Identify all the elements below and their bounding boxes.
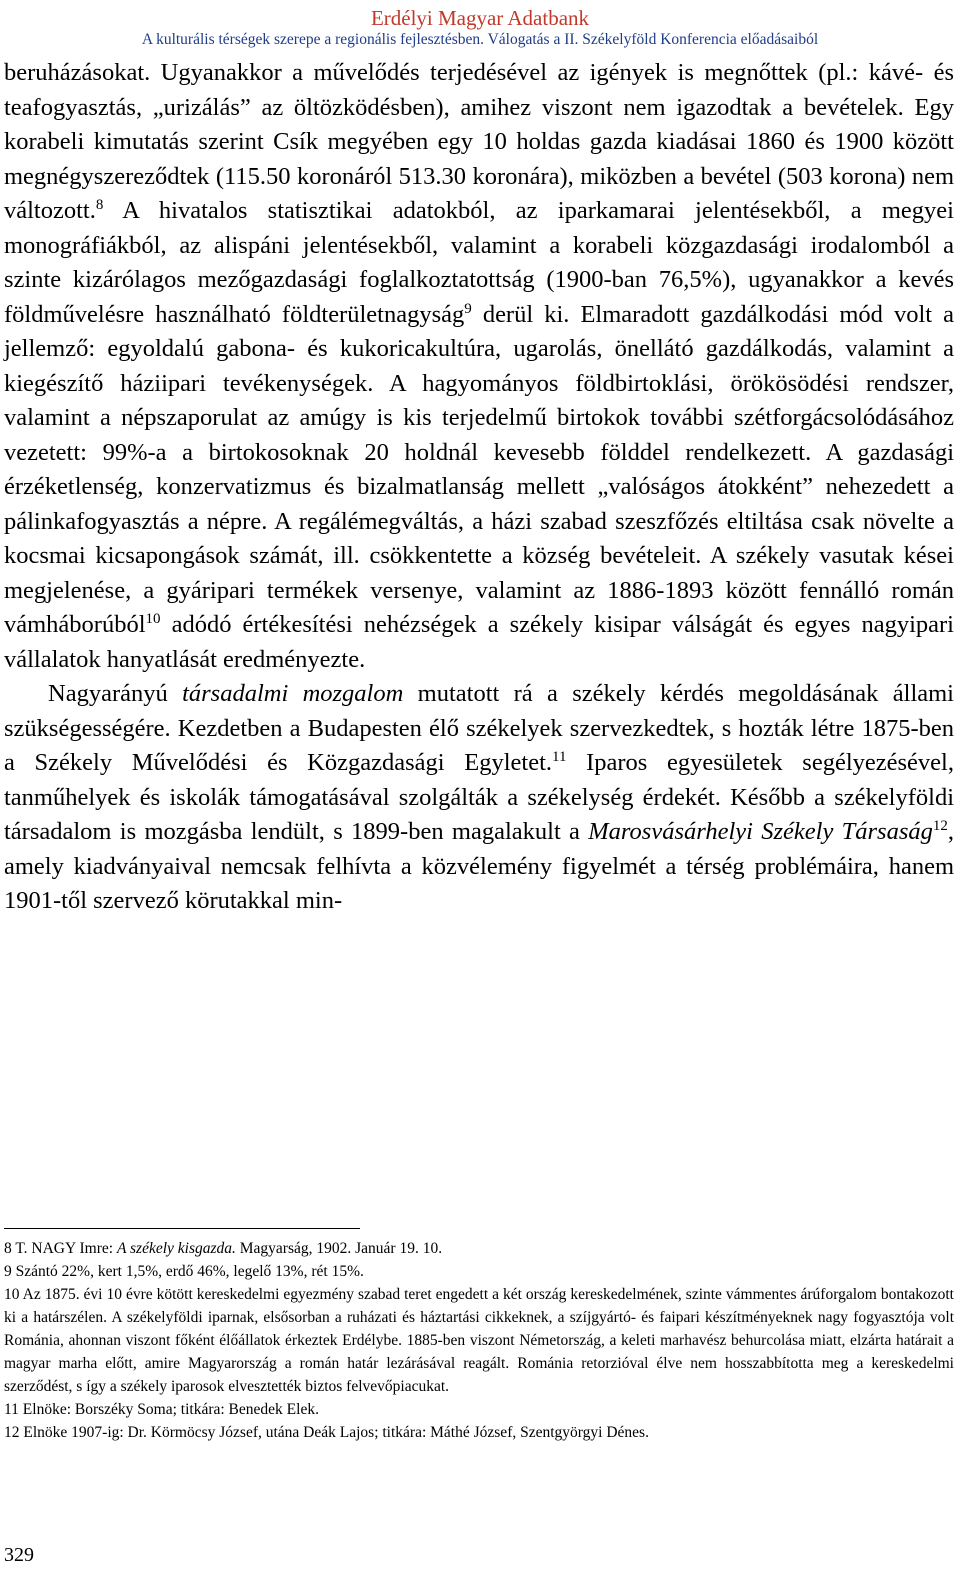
paragraph-2-text-b: mutatott rá a székely kérdés megoldásának állami szükségességére. Kezdetben a Budapesten élő székelyek szervezkedtek, s hozták létre 1875-ben a Székely Művelődési és Közgazdasági Egyletet. (4, 680, 954, 776)
footnote-ref-12: 12 (932, 818, 948, 834)
main-text (4, 56, 954, 919)
footnote-8-title: A székely kisgazda. (116, 1240, 236, 1257)
paragraph-1-text-a: beruházásokat. Ugyanakkor a művelődés terjedésével az igények is megnőttek (pl.: kávé- és teafogyasztás, „urizálás” az öltözködésben), amihez viszont nem igazodtak a bevételek. Egy korabeli kimutatás szerint Csík megyében egy 10 holdas gazda kiadásai 1860 és 1900 között megnégyszereződtek (115.50 koronáról 513.30 koronára), miközben a bevétel (503 korona) nem változott. (4, 59, 954, 224)
paragraph-1-text-b: A hivatalos statisztikai adatokból, az iparkamarai jelentésekből, a megyei monográfiákból, az alispáni jelentésekből, valamint a korabeli közgazdasági irodalomból a szinte kizárólagos mezőgazdasági foglalkoztatottság (1900-ban 76,5%), ugyanakkor a kevés földművelésre használható földterületnagyság (4, 197, 954, 328)
site-title: Erdélyi Magyar Adatbank (370, 6, 590, 30)
paragraph-2-text-c: Iparos egyesületek segélyezésével, tanműhelyek és iskolák támogatásával szolgálták a székelység érdekét. Később a székelyföldi társadalom is mozgásba lendült, s 1899-ben magalakult a (4, 749, 954, 845)
footnote-8-text-b: Magyarság, 1902. Január 19. 10. (235, 1240, 443, 1257)
emphasis-society-name: Marosvásárhelyi Székely Társaság (588, 818, 933, 845)
paragraph-2 (4, 677, 954, 919)
footnote-divider (4, 1228, 360, 1229)
footnote-8-text-a: 8 T. NAGY Imre: (4, 1240, 117, 1257)
footnote-ref-10: 10 (145, 611, 161, 627)
footnotes (4, 1237, 954, 1444)
footnote-ref-11: 11 (552, 749, 567, 765)
page-header (0, 0, 960, 49)
paragraph-2-text-a: Nagyarányú (48, 680, 183, 707)
paragraph-1-text-c: derül ki. Elmaradott gazdálkodási mód volt a jellemző: egyoldalú gabona- és kukoricakultúra, ugarolás, önellátó gazdálkodás, valamint a kiegészítő háziipari tevékenységek. A hagyományos földbirtoklási, örökösödési rendszer, valamint a népszaporulat az amúgy is kis terjedelmű birtokok további szétforgácsolódásához vezetett: 99%-a a birtokosoknak 20 holdnál kevesebb földdel rendelkezett. A gazdasági érzéketlenség, konzervatizmus és bizalmatlanság mellett „valóságos átokként” nehezedett a pálinkafogyasztás a népre. A regálémegváltás, a házi szabad szeszfőzés eltiltása csak növelte a kocsmai kicsapongások számát, ill. csökkentette a község bevételeit. A székely vasutak kései megjelenése, a gyáripari termékek versenye, valamint az 1886-1893 között fennálló román vámháborúból (4, 300, 954, 638)
footnote-8 (4, 1237, 954, 1260)
paragraph-1-text-d: adódó értékesítési nehézségek a székely kisipar válságát és egyes nagyipari vállalatok hanyatlását eredményezte. (4, 611, 954, 673)
footnote-11: 11 Elnöke: Borszéky Soma; titkára: Benedek Elek. (4, 1401, 319, 1418)
publication-subtitle: A kulturális térségek szerepe a regionális fejlesztésben. Válogatás a II. Székelyföld Konferencia előadásaiból (141, 31, 819, 48)
footnote-ref-8: 8 (95, 197, 104, 213)
paragraph-1 (4, 56, 954, 677)
page-number: 329 (4, 1544, 34, 1566)
footnote-9: 9 Szántó 22%, kert 1,5%, erdő 46%, legelő 13%, rét 15%. (4, 1263, 364, 1280)
footnote-12: 12 Elnöke 1907-ig: Dr. Körmöcsy József, utána Deák Lajos; titkára: Máthé József, Szentgyörgyi Dénes. (4, 1424, 649, 1441)
footnote-ref-9: 9 (464, 300, 472, 317)
footnote-10: 10 Az 1875. évi 10 évre kötött kereskedelmi egyezmény szabad teret engedett a két ország kereskedelmének, szinte vámmentes árúforgalom bontakozott ki a határszélen. A székelyföldi iparnak, elsősorban a ruházati és háztartási cikkeknek, a szíjgyártó- és faipari készítményeknek nagy fogyasztója volt Románia, ahonnan viszont főként élőállatok érkeztek Erdélybe. 1885-ben viszont Németország, a keleti marhavész behurcolása miatt, elzárta határait a magyar marha előtt, amire Magyarország a román határ lezárásával reagált. Románia retorzióval élve nem hosszabbította meg a kereskedelmi szerződést, s így a székely iparosok elvesztették biztos felvevőpiacukat. (4, 1286, 954, 1395)
paragraph-2-text-d: , amely kiadványaival nemcsak felhívta a közvélemény figyelmét a térség problémáira, hanem 1901-től szervező körutakkal min- (4, 818, 954, 914)
emphasis-social-movement: társadalmi mozgalom (182, 680, 404, 707)
